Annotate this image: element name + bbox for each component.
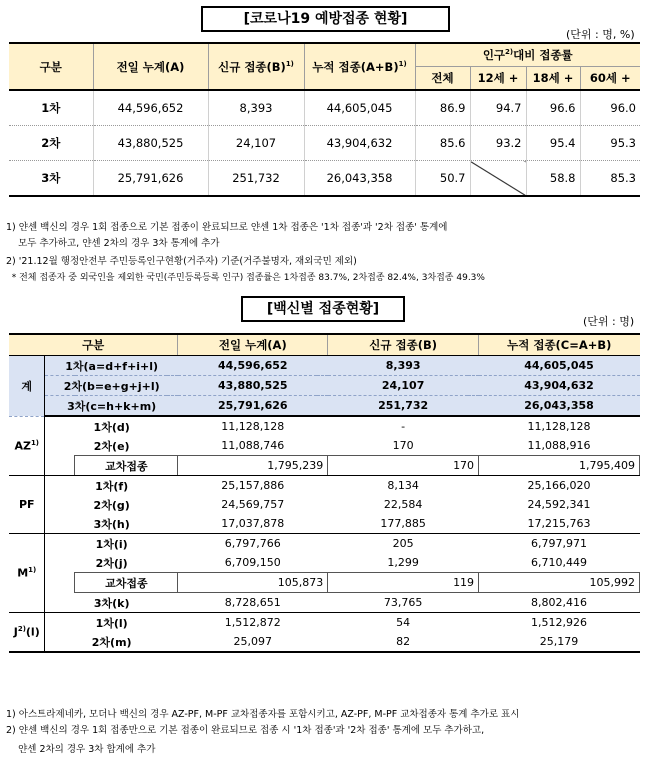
cell-new: 177,885 (328, 514, 479, 534)
cell-prev: 44,596,652 (178, 356, 328, 376)
header-new: 신규 접종$(B)^{1)}$ (208, 43, 304, 90)
cell-cross-prev: 1,795,239 (178, 456, 328, 476)
table-row (9, 534, 640, 554)
row-label: 1차(l) (95, 616, 128, 630)
cell-prev: 43,880,525 (178, 376, 328, 396)
table-row-cross (9, 456, 640, 476)
header-rate-18: 18세 + (526, 67, 580, 91)
cell-cum: 11,088,916 (527, 439, 591, 452)
cell-prev: 25,097 (178, 632, 328, 652)
cell-cum: 25,179 (479, 632, 640, 652)
table-row (9, 613, 640, 633)
row-label: 2차(e) (93, 439, 130, 453)
section2-unit: (단위 : 명) (583, 315, 635, 328)
row-label: 1차(a=d+f+i+l) (45, 356, 178, 376)
cell-prev: 25,791,626 (178, 396, 328, 417)
row-label: 1차 (9, 90, 93, 126)
section1-unit: (단위 : 명, %) (566, 28, 635, 41)
header-new: 신규 접종(B) (328, 334, 479, 356)
cell-new: 82 (328, 632, 479, 652)
cell-new: 22,584 (383, 498, 423, 511)
header-rate-all: 전체 (415, 67, 470, 91)
cell-cum: 1,512,926 (531, 616, 588, 629)
cell-new: 251,732 (328, 396, 479, 417)
table-row (9, 514, 640, 534)
cell-rate-all: 50.7 (415, 161, 470, 197)
cell-new: 251,732 (208, 161, 304, 197)
vaccination-status-table (9, 42, 640, 197)
cell-cum: 44,605,045 (304, 90, 415, 126)
cross-label: 교차접종 (75, 456, 178, 476)
table-row (9, 90, 640, 126)
row-label: 1차(i) (95, 537, 128, 551)
table-row (9, 632, 640, 652)
header-rate-group: 인구$^{2)}$대비 접종률 (415, 43, 640, 67)
cell-rate-60: 95.3 (580, 126, 640, 161)
row-label: 2차(j) (95, 556, 128, 570)
cell-rate-18: 58.8 (526, 161, 580, 197)
cell-cum: 24,592,341 (527, 498, 591, 511)
cell-cum: 43,904,632 (304, 126, 415, 161)
cross-label: 교차접종 (75, 573, 178, 593)
group-j: $J^{2)}(l)$ (9, 613, 45, 653)
cell-rate-12: 94.7 (470, 90, 526, 126)
note: 2) 얀센 백신의 경우 1회 접종만으로 기본 접종이 완료되므로 접종 시 '1차 접종'과 '2차 접종' 통계에 모두 추가하고, (6, 725, 485, 736)
header-cumulative: 누적 접종$(A+B)^{1)}$ (304, 43, 415, 90)
row-label: 1차(d) (93, 420, 130, 434)
cell-new: 8,393 (208, 90, 304, 126)
table-row-cross (9, 573, 640, 593)
table-row (9, 553, 640, 573)
note: 1) 아스트라제네카, 모더나 백신의 경우 AZ-PF, M-PF 교차접종자를 포함시키고, AZ-PF, M-PF 교차접종자 통계 추가로 표시 (6, 709, 520, 720)
cell-rate-18: 95.4 (526, 126, 580, 161)
group-total: 계 (9, 356, 45, 417)
row-label: 1차(f) (95, 479, 129, 493)
note: 모두 추가하고, 얀센 2차의 경우 3차 통계에 추가 (6, 238, 220, 249)
cell-rate-18: 96.6 (526, 90, 580, 126)
header-category: 구분 (9, 334, 178, 356)
row-label: 3차 (9, 161, 93, 197)
cell-rate-12: 93.2 (470, 126, 526, 161)
row-label: 3차(h) (45, 514, 178, 534)
cell-prev: 11,088,746 (221, 439, 285, 452)
cell-cross-new: 170 (328, 456, 479, 476)
note: 2) '21.12월 행정안전부 주민등록인구현황(거주자) 기준(거주불명자, 재외국민 제외) (6, 256, 357, 267)
group-az: AZ$^{1)}$ (9, 416, 45, 476)
cell-prev: 44,596,652 (93, 90, 208, 126)
table-row (9, 396, 640, 417)
cell-prev: 24,569,757 (221, 498, 285, 511)
cell-prev: 8,728,651 (178, 593, 328, 613)
cell-new: 8,393 (328, 356, 479, 376)
cell-cum: 6,710,449 (531, 556, 588, 569)
cell-new: 205 (392, 537, 414, 550)
cell-prev: 6,709,150 (224, 556, 281, 569)
cell-rate-all: 86.9 (415, 90, 470, 126)
cell-new: 1,299 (387, 556, 419, 569)
table-row (9, 161, 640, 197)
cell-cross-cum: 1,795,409 (479, 456, 640, 476)
cell-cross-new: 119 (328, 573, 479, 593)
cell-cum: 43,904,632 (479, 376, 640, 396)
note: 1) 얀센 백신의 경우 1회 접종으로 기본 접종이 완료되므로 얀센 1차 접종은 '1차 접종'과 '2차 접종' 통계에 (6, 222, 448, 233)
cell-new: 170 (392, 439, 414, 452)
cell-new: 24,107 (328, 376, 479, 396)
cell-cum: 44,605,045 (479, 356, 640, 376)
cell-cum: 6,797,971 (531, 537, 588, 550)
table-row (9, 126, 640, 161)
section2-title: [백신별 접종현황] (241, 296, 405, 322)
table-row (9, 436, 640, 456)
group-m: $M^{1)}$ (9, 534, 45, 613)
table-row (9, 356, 640, 376)
vaccine-type-table (9, 333, 640, 653)
header-prev-total: 전일 누계(A) (178, 334, 328, 356)
cell-rate-12-empty (470, 161, 526, 197)
cell-prev: 25,157,886 (221, 479, 285, 492)
table-row (9, 376, 640, 396)
cell-new: 24,107 (208, 126, 304, 161)
row-label: 2차(g) (93, 498, 130, 512)
section1-title: [코로나19 예방접종 현황] (201, 6, 450, 32)
row-label: 2차(m) (45, 632, 178, 652)
note: * 전체 접종자 중 외국인을 제외한 국민(주민등록등록 인구) 접종률은 1차접종 83.7%, 2차접종 82.4%, 3차접종 49.3% (6, 273, 485, 283)
table-row (9, 416, 640, 436)
cell-cum: 26,043,358 (479, 396, 640, 417)
cell-prev: 1,512,872 (224, 616, 281, 629)
header-category: 구분 (9, 43, 93, 90)
cell-prev: 6,797,766 (224, 537, 281, 550)
cell-cum: 25,166,020 (527, 479, 591, 492)
cell-rate-60: 96.0 (580, 90, 640, 126)
header-rate-12: 12세 + (470, 67, 526, 91)
table-row (9, 593, 640, 613)
cell-cross-cum: 105,992 (479, 573, 640, 593)
cell-new: 73,765 (328, 593, 479, 613)
row-label: 2차(b=e+g+j+l) (45, 376, 178, 396)
header-cumulative: 누적 접종(C=A+B) (479, 334, 640, 356)
cell-prev: 11,128,128 (221, 420, 285, 433)
cell-new: 8,134 (387, 479, 419, 492)
group-pf: PF (9, 476, 45, 534)
cell-new: - (401, 420, 406, 433)
cell-cum: 17,215,763 (479, 514, 640, 534)
cell-new: 54 (396, 616, 411, 629)
cell-prev: 43,880,525 (93, 126, 208, 161)
cell-prev: 25,791,626 (93, 161, 208, 197)
header-rate-60: 60세 + (580, 67, 640, 91)
row-label: 3차(c=h+k+m) (45, 396, 178, 417)
cell-cum: 26,043,358 (304, 161, 415, 197)
cell-cum: 11,128,128 (527, 420, 591, 433)
header-prev-total: 전일 누계(A) (93, 43, 208, 90)
cell-cross-prev: 105,873 (178, 573, 328, 593)
cell-rate-all: 85.6 (415, 126, 470, 161)
note: 얀센 2차의 경우 3차 합계에 추가 (6, 744, 156, 755)
cell-rate-60: 85.3 (580, 161, 640, 197)
row-label: 3차(k) (45, 593, 178, 613)
row-label: 2차 (9, 126, 93, 161)
cell-prev: 17,037,878 (178, 514, 328, 534)
table-row (9, 495, 640, 514)
table-row (9, 476, 640, 496)
cell-cum: 8,802,416 (479, 593, 640, 613)
